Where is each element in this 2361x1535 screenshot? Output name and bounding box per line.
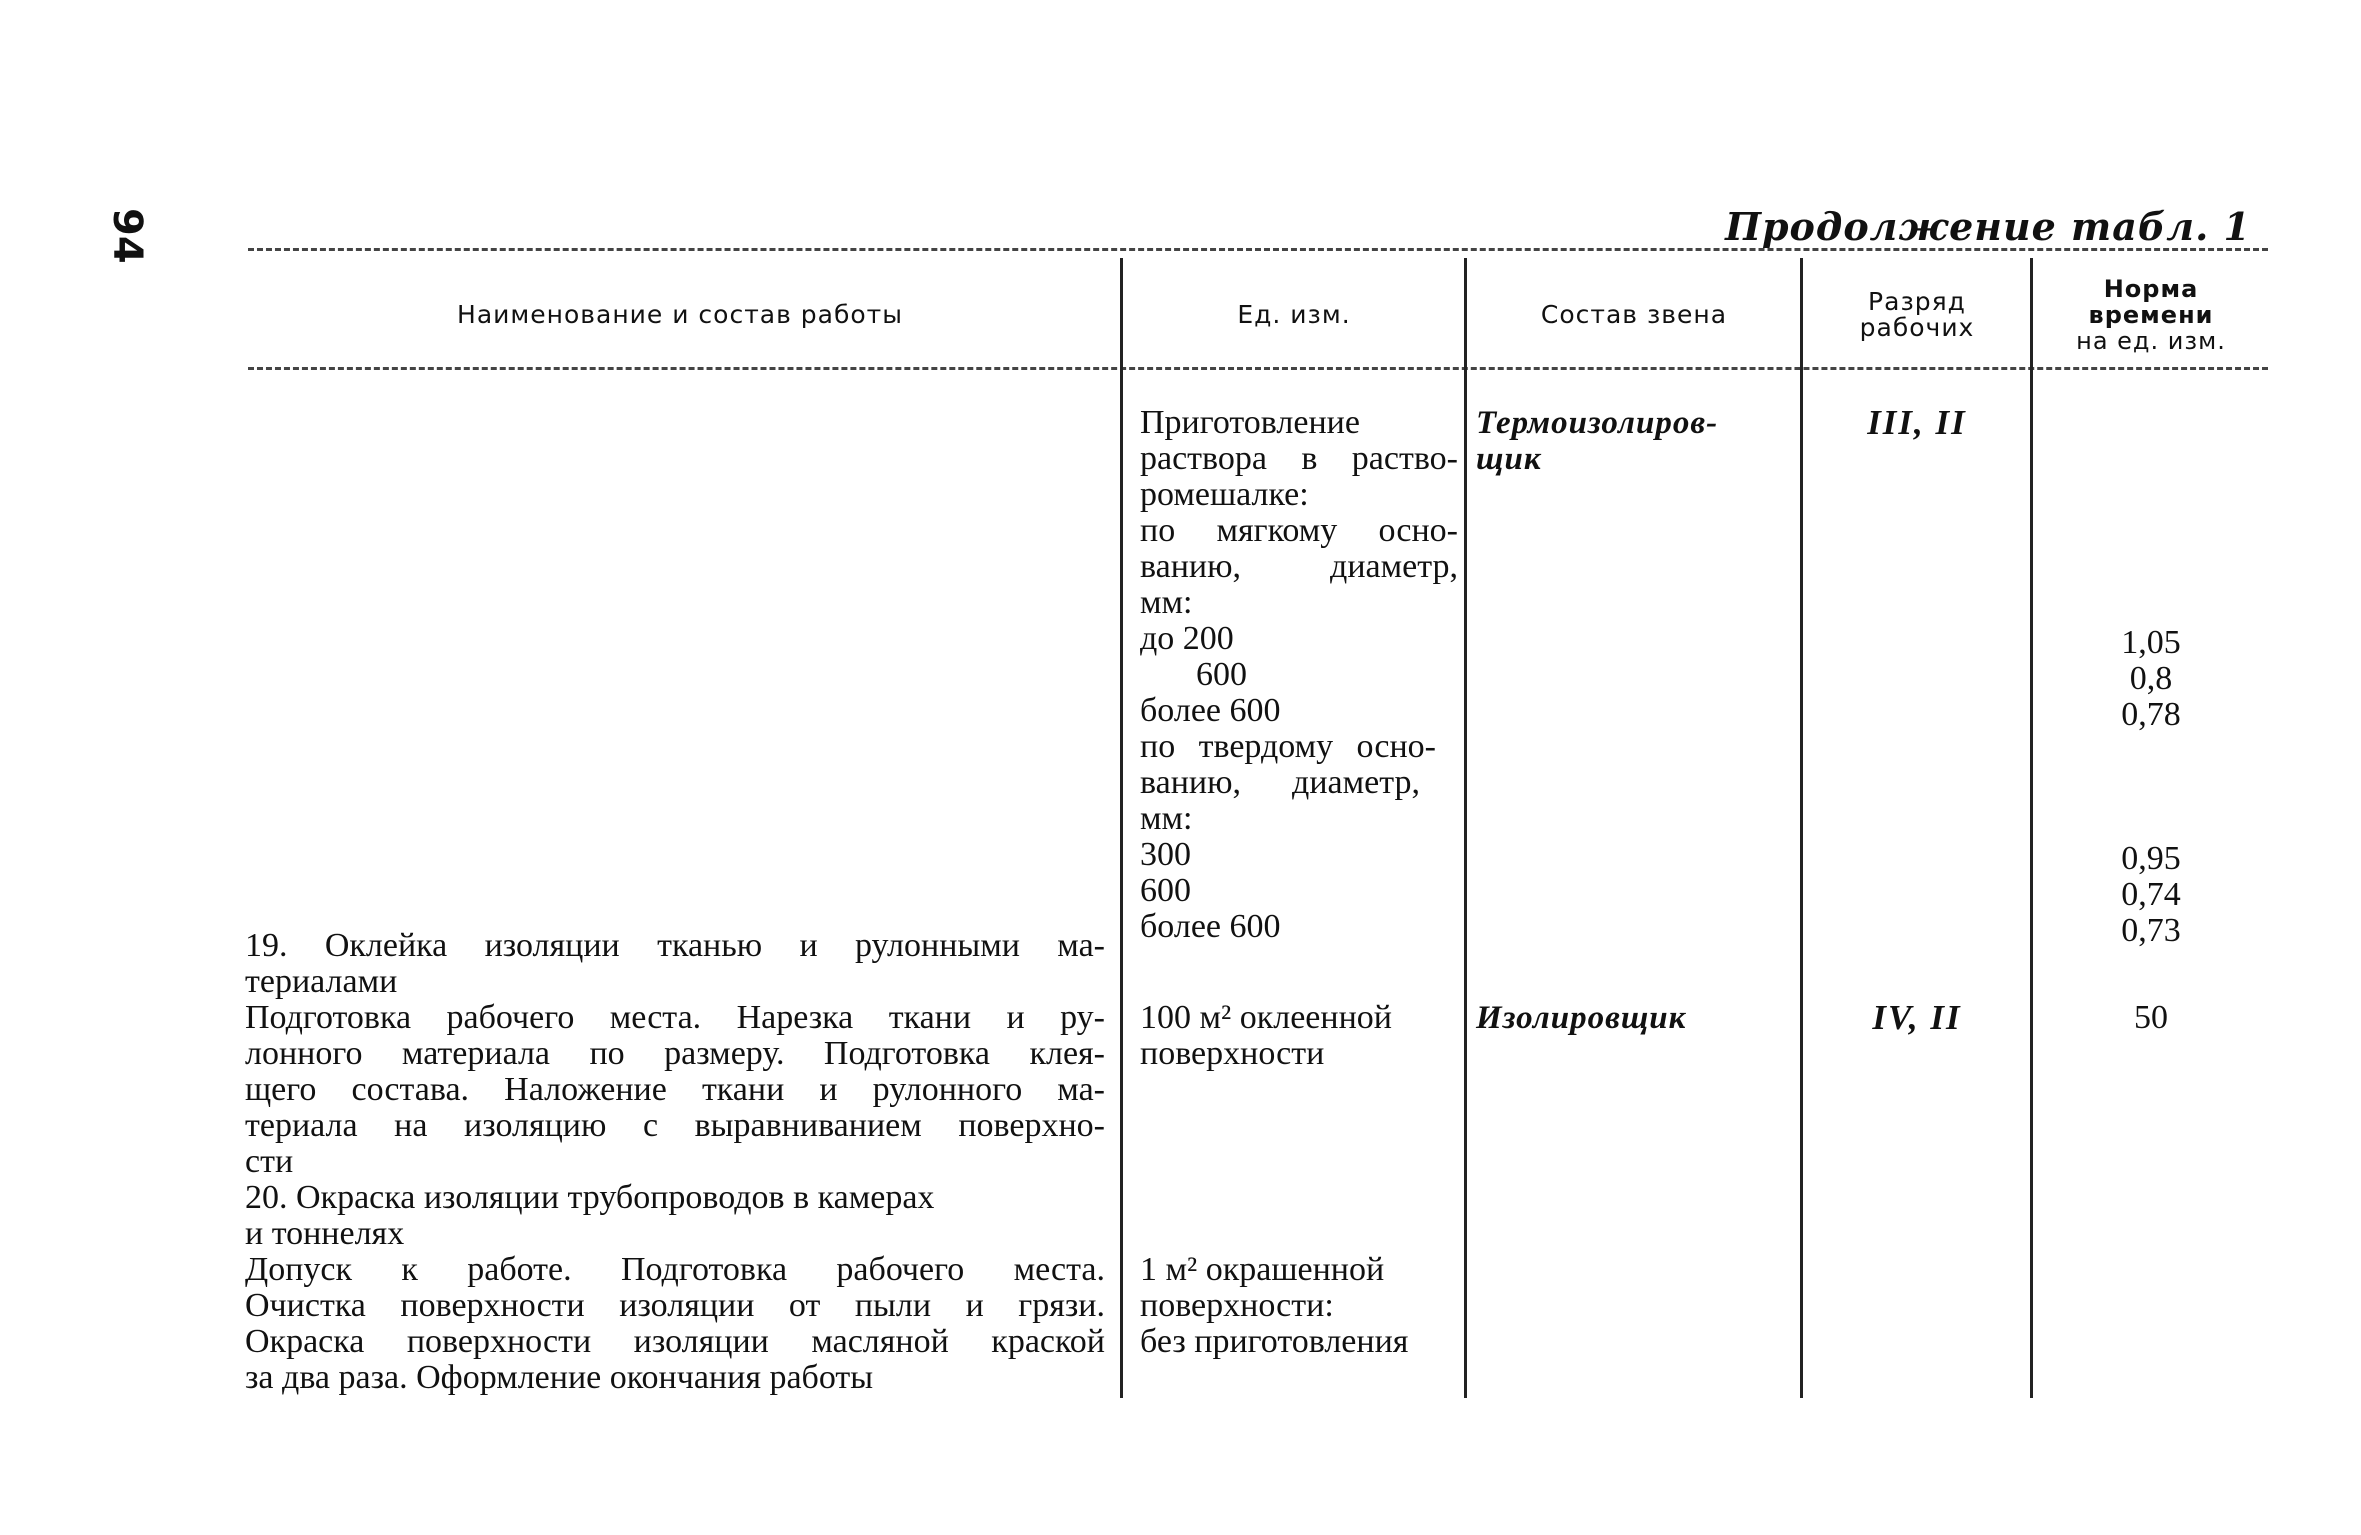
norm-value: 1,05 [2121, 624, 2181, 661]
crew-thermo-line1: Термоизолиров- [1476, 405, 1719, 441]
item-20-desc: Допуск к работе. Подготовка рабочего места. [245, 1251, 1105, 1288]
item-20-desc: Очистка поверхности изоляции от пыли и грязи. [245, 1287, 1105, 1324]
unit-line: ромешалке: [1140, 476, 1309, 513]
unit-line: ванию, диаметр, [1140, 548, 1458, 585]
unit-line: более 600 [1140, 692, 1281, 729]
item-19-grade: IV, II [1872, 998, 1962, 1037]
item-19-norm: 50 [2134, 999, 2168, 1036]
item-20-unit: поверхности: [1140, 1287, 1334, 1324]
unit-line: по твердому осно- [1140, 728, 1436, 765]
item-20-desc: за два раза. Оформление окончания работы [245, 1359, 874, 1396]
item-20-unit: без приготовления [1140, 1323, 1409, 1360]
norm-value: 0,8 [2129, 660, 2173, 697]
unit-line: мм: [1140, 800, 1193, 837]
header-work-name: Наименование и состав работы [457, 300, 903, 329]
unit-line: ванию, диаметр, [1140, 764, 1420, 801]
table-header-rule [248, 367, 2268, 370]
item-19-desc: Подготовка рабочего места. Нарезка ткани и ру- [245, 999, 1105, 1036]
item-19-unit: поверхности [1140, 1035, 1325, 1072]
norm-value: 0,74 [2121, 876, 2181, 913]
item-20-title: 20. Окраска изоляции трубопроводов в камерах [245, 1179, 935, 1216]
header-grade-line1: Разряд [1868, 287, 1966, 316]
unit-line: раствора в раство- [1140, 440, 1458, 477]
header-unit: Ед. изм. [1237, 300, 1351, 329]
norm-value: 0,95 [2121, 840, 2181, 877]
col-divider-4 [2030, 258, 2033, 1398]
item-19-desc: лонного материала по размеру. Подготовка клея- [245, 1035, 1105, 1072]
norm-value: 0,73 [2121, 912, 2181, 949]
header-norm-line2: времени [2088, 301, 2214, 329]
norm-value: 0,78 [2121, 696, 2181, 733]
header-norm [2034, 265, 2268, 365]
col-divider-1 [1120, 258, 1123, 1398]
continuation-label: Продолжение табл. 1 [1725, 204, 2251, 249]
unit-line: по мягкому осно- [1140, 512, 1458, 549]
item-19-title: 19. Оклейка изоляции тканью и рулонными ма- [245, 927, 1105, 964]
header-norm-line3: на ед. изм. [2076, 327, 2226, 355]
header-grade [1804, 265, 2030, 365]
item-20-title: и тоннелях [245, 1215, 405, 1252]
page-number: 94 [104, 208, 150, 264]
header-norm-line1: Норма [2103, 275, 2199, 303]
unit-line: 600 [1140, 872, 1191, 909]
item-19-title: териалами [245, 963, 398, 1000]
unit-line: Приготовление [1140, 404, 1360, 441]
col-divider-3 [1800, 258, 1803, 1398]
item-19-desc: сти [245, 1143, 294, 1180]
header-grade-line2: рабочих [1859, 313, 1975, 342]
col-divider-2 [1464, 258, 1467, 1398]
item-20-unit: 1 м² окрашенной [1140, 1251, 1385, 1288]
item-20-desc: Окраска поверхности изоляции масляной краской [245, 1323, 1105, 1360]
unit-line: 300 [1140, 836, 1191, 873]
header-crew: Состав звена [1540, 300, 1728, 329]
unit-line: более 600 [1140, 908, 1281, 945]
unit-line: 600 [1196, 656, 1247, 693]
item-19-crew: Изолировщик [1476, 1000, 1687, 1036]
table-top-rule [248, 248, 2268, 251]
item-19-desc: териала на изоляцию с выравниванием поверхно- [245, 1107, 1105, 1144]
unit-line: до 200 [1140, 620, 1234, 657]
item-19-unit: 100 м² оклеенной [1140, 999, 1392, 1036]
item-19-desc: щего состава. Наложение ткани и рулонного ма- [245, 1071, 1105, 1108]
grade-thermo: III, II [1867, 403, 1967, 442]
unit-line: мм: [1140, 584, 1193, 621]
crew-thermo-line2: щик [1476, 441, 1542, 477]
